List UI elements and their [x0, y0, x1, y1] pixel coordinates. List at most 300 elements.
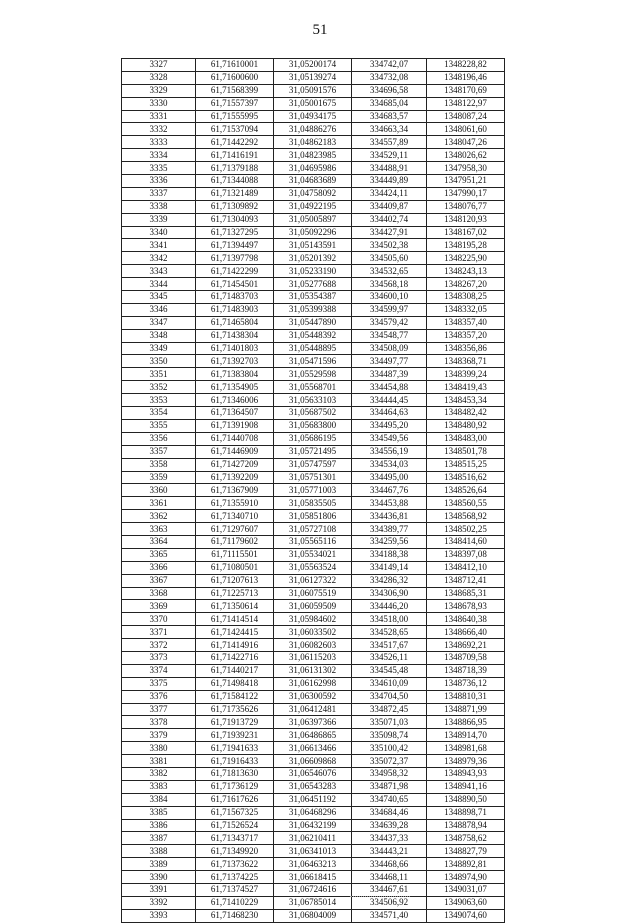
- y-coordinate-cell: 1348866,95: [427, 716, 505, 729]
- x-coordinate-cell: 334549,56: [352, 432, 427, 445]
- x-coordinate-cell: 334487,39: [352, 368, 427, 381]
- longitude-cell: 31,06082603: [274, 639, 352, 652]
- point-number-cell: 3332: [122, 123, 196, 136]
- y-coordinate-cell: 1348170,69: [427, 84, 505, 97]
- latitude-cell: 61,71344088: [196, 175, 274, 188]
- point-number-cell: 3348: [122, 329, 196, 342]
- x-coordinate-cell: 334259,56: [352, 535, 427, 548]
- table-row: [122, 59, 505, 72]
- point-number-cell: 3392: [122, 896, 196, 909]
- y-coordinate-cell: 1349031,07: [427, 884, 505, 897]
- longitude-cell: 31,06300592: [274, 690, 352, 703]
- latitude-cell: 61,71483903: [196, 303, 274, 316]
- x-coordinate-cell: 334497,77: [352, 355, 427, 368]
- point-number-cell: 3380: [122, 742, 196, 755]
- longitude-cell: 31,05471596: [274, 355, 352, 368]
- longitude-cell: 31,06613466: [274, 742, 352, 755]
- table-row: [122, 355, 505, 368]
- footer-dotted-line: [350, 896, 410, 897]
- latitude-cell: 61,71454501: [196, 278, 274, 291]
- y-coordinate-cell: 1348483,00: [427, 432, 505, 445]
- point-number-cell: 3339: [122, 213, 196, 226]
- x-coordinate-cell: 334424,11: [352, 187, 427, 200]
- x-coordinate-cell: 334446,20: [352, 600, 427, 613]
- longitude-cell: 31,05091576: [274, 84, 352, 97]
- table-row: [122, 716, 505, 729]
- latitude-cell: 61,71374527: [196, 884, 274, 897]
- y-coordinate-cell: 1348709,58: [427, 651, 505, 664]
- longitude-cell: 31,06724616: [274, 884, 352, 897]
- x-coordinate-cell: 334557,89: [352, 136, 427, 149]
- point-number-cell: 3368: [122, 587, 196, 600]
- y-coordinate-cell: 1348419,43: [427, 381, 505, 394]
- y-coordinate-cell: 1348526,64: [427, 484, 505, 497]
- latitude-cell: 61,71379188: [196, 162, 274, 175]
- table-row: [122, 484, 505, 497]
- x-coordinate-cell: 334306,90: [352, 587, 427, 600]
- longitude-cell: 31,05686195: [274, 432, 352, 445]
- longitude-cell: 31,05835505: [274, 497, 352, 510]
- longitude-cell: 31,06412481: [274, 703, 352, 716]
- point-number-cell: 3338: [122, 200, 196, 213]
- latitude-cell: 61,71327295: [196, 226, 274, 239]
- longitude-cell: 31,05747597: [274, 458, 352, 471]
- longitude-cell: 31,05633103: [274, 394, 352, 407]
- x-coordinate-cell: 334872,45: [352, 703, 427, 716]
- latitude-cell: 61,71610001: [196, 59, 274, 72]
- x-coordinate-cell: 334502,38: [352, 239, 427, 252]
- point-number-cell: 3340: [122, 226, 196, 239]
- x-coordinate-cell: 334696,58: [352, 84, 427, 97]
- latitude-cell: 61,71438304: [196, 329, 274, 342]
- x-coordinate-cell: 334436,81: [352, 510, 427, 523]
- point-number-cell: 3354: [122, 407, 196, 420]
- latitude-cell: 61,71600600: [196, 71, 274, 84]
- x-coordinate-cell: 335072,37: [352, 755, 427, 768]
- point-number-cell: 3346: [122, 303, 196, 316]
- latitude-cell: 61,71080501: [196, 561, 274, 574]
- latitude-cell: 61,71115501: [196, 548, 274, 561]
- longitude-cell: 31,04862183: [274, 136, 352, 149]
- point-number-cell: 3327: [122, 59, 196, 72]
- longitude-cell: 31,05721495: [274, 445, 352, 458]
- latitude-cell: 61,71414916: [196, 639, 274, 652]
- longitude-cell: 31,06210411: [274, 832, 352, 845]
- longitude-cell: 31,05277688: [274, 278, 352, 291]
- y-coordinate-cell: 1348666,40: [427, 626, 505, 639]
- point-number-cell: 3329: [122, 84, 196, 97]
- y-coordinate-cell: 1348640,38: [427, 613, 505, 626]
- point-number-cell: 3390: [122, 871, 196, 884]
- point-number-cell: 3356: [122, 432, 196, 445]
- x-coordinate-cell: 334506,92: [352, 896, 427, 909]
- x-coordinate-cell: 334568,18: [352, 278, 427, 291]
- y-coordinate-cell: 1348941,16: [427, 780, 505, 793]
- y-coordinate-cell: 1348195,28: [427, 239, 505, 252]
- table-row: [122, 909, 505, 922]
- x-coordinate-cell: 334545,48: [352, 664, 427, 677]
- longitude-cell: 31,04886276: [274, 123, 352, 136]
- latitude-cell: 61,71498418: [196, 677, 274, 690]
- table-row: [122, 510, 505, 523]
- longitude-cell: 31,05354387: [274, 291, 352, 304]
- longitude-cell: 31,05751301: [274, 471, 352, 484]
- table-row: [122, 381, 505, 394]
- y-coordinate-cell: 1348368,71: [427, 355, 505, 368]
- point-number-cell: 3373: [122, 651, 196, 664]
- y-coordinate-cell: 1349063,60: [427, 896, 505, 909]
- point-number-cell: 3341: [122, 239, 196, 252]
- y-coordinate-cell: 1348678,93: [427, 600, 505, 613]
- x-coordinate-cell: 334526,11: [352, 651, 427, 664]
- point-number-cell: 3387: [122, 832, 196, 845]
- y-coordinate-cell: 1348568,92: [427, 510, 505, 523]
- latitude-cell: 61,71941633: [196, 742, 274, 755]
- longitude-cell: 31,05092296: [274, 226, 352, 239]
- point-number-cell: 3350: [122, 355, 196, 368]
- longitude-cell: 31,06075519: [274, 587, 352, 600]
- table-row: [122, 394, 505, 407]
- longitude-cell: 31,05143591: [274, 239, 352, 252]
- latitude-cell: 61,71367909: [196, 484, 274, 497]
- point-number-cell: 3364: [122, 535, 196, 548]
- y-coordinate-cell: 1348243,13: [427, 265, 505, 278]
- longitude-cell: 31,04695986: [274, 162, 352, 175]
- latitude-cell: 61,71364507: [196, 407, 274, 420]
- table-row: [122, 587, 505, 600]
- x-coordinate-cell: 335098,74: [352, 729, 427, 742]
- latitude-cell: 61,71374225: [196, 871, 274, 884]
- longitude-cell: 31,06059509: [274, 600, 352, 613]
- y-coordinate-cell: 1347951,21: [427, 175, 505, 188]
- table-row: [122, 664, 505, 677]
- y-coordinate-cell: 1348692,21: [427, 639, 505, 652]
- y-coordinate-cell: 1348076,77: [427, 200, 505, 213]
- y-coordinate-cell: 1348120,93: [427, 213, 505, 226]
- x-coordinate-cell: 334683,57: [352, 110, 427, 123]
- latitude-cell: 61,71913729: [196, 716, 274, 729]
- longitude-cell: 31,06115203: [274, 651, 352, 664]
- table-row: [122, 651, 505, 664]
- latitude-cell: 61,71440217: [196, 664, 274, 677]
- point-number-cell: 3375: [122, 677, 196, 690]
- x-coordinate-cell: 335071,03: [352, 716, 427, 729]
- x-coordinate-cell: 334532,65: [352, 265, 427, 278]
- x-coordinate-cell: 334599,97: [352, 303, 427, 316]
- x-coordinate-cell: 334684,46: [352, 806, 427, 819]
- point-number-cell: 3362: [122, 510, 196, 523]
- table-row: [122, 213, 505, 226]
- longitude-cell: 31,06785014: [274, 896, 352, 909]
- latitude-cell: 61,71414514: [196, 613, 274, 626]
- point-number-cell: 3333: [122, 136, 196, 149]
- table-row: [122, 252, 505, 265]
- x-coordinate-cell: 334389,77: [352, 523, 427, 536]
- longitude-cell: 31,05448392: [274, 329, 352, 342]
- table-row: [122, 226, 505, 239]
- latitude-cell: 61,71584122: [196, 690, 274, 703]
- point-number-cell: 3330: [122, 97, 196, 110]
- point-number-cell: 3382: [122, 767, 196, 780]
- x-coordinate-cell: 334517,67: [352, 639, 427, 652]
- latitude-cell: 61,71617626: [196, 793, 274, 806]
- latitude-cell: 61,71735626: [196, 703, 274, 716]
- y-coordinate-cell: 1348979,36: [427, 755, 505, 768]
- table-row: [122, 291, 505, 304]
- y-coordinate-cell: 1348453,34: [427, 394, 505, 407]
- table-row: [122, 432, 505, 445]
- latitude-cell: 61,71410229: [196, 896, 274, 909]
- latitude-cell: 61,71568399: [196, 84, 274, 97]
- point-number-cell: 3372: [122, 639, 196, 652]
- latitude-cell: 61,71440708: [196, 432, 274, 445]
- longitude-cell: 31,05851806: [274, 510, 352, 523]
- longitude-cell: 31,04934175: [274, 110, 352, 123]
- x-coordinate-cell: 334685,04: [352, 97, 427, 110]
- x-coordinate-cell: 334556,19: [352, 445, 427, 458]
- table-row: [122, 884, 505, 897]
- y-coordinate-cell: 1348122,97: [427, 97, 505, 110]
- longitude-cell: 31,04758092: [274, 187, 352, 200]
- x-coordinate-cell: 334467,76: [352, 484, 427, 497]
- longitude-cell: 31,05771003: [274, 484, 352, 497]
- longitude-cell: 31,04683689: [274, 175, 352, 188]
- x-coordinate-cell: 334449,89: [352, 175, 427, 188]
- latitude-cell: 61,71321489: [196, 187, 274, 200]
- latitude-cell: 61,71736129: [196, 780, 274, 793]
- longitude-cell: 31,06432199: [274, 819, 352, 832]
- point-number-cell: 3357: [122, 445, 196, 458]
- y-coordinate-cell: 1348892,81: [427, 858, 505, 871]
- y-coordinate-cell: 1348890,50: [427, 793, 505, 806]
- longitude-cell: 31,05447890: [274, 316, 352, 329]
- table-row: [122, 703, 505, 716]
- latitude-cell: 61,71343717: [196, 832, 274, 845]
- page-number: 51: [312, 22, 328, 38]
- y-coordinate-cell: 1348981,68: [427, 742, 505, 755]
- latitude-cell: 61,71225713: [196, 587, 274, 600]
- longitude-cell: 31,06033502: [274, 626, 352, 639]
- latitude-cell: 61,71555995: [196, 110, 274, 123]
- point-number-cell: 3361: [122, 497, 196, 510]
- point-number-cell: 3343: [122, 265, 196, 278]
- y-coordinate-cell: 1348482,42: [427, 407, 505, 420]
- latitude-cell: 61,71392209: [196, 471, 274, 484]
- y-coordinate-cell: 1348167,02: [427, 226, 505, 239]
- latitude-cell: 61,71179602: [196, 535, 274, 548]
- table-row: [122, 729, 505, 742]
- point-number-cell: 3384: [122, 793, 196, 806]
- y-coordinate-cell: 1348685,31: [427, 587, 505, 600]
- coordinates-table-body: [122, 59, 505, 923]
- y-coordinate-cell: 1348718,39: [427, 664, 505, 677]
- point-number-cell: 3374: [122, 664, 196, 677]
- y-coordinate-cell: 1348480,92: [427, 419, 505, 432]
- table-row: [122, 780, 505, 793]
- y-coordinate-cell: 1348501,78: [427, 445, 505, 458]
- y-coordinate-cell: 1348502,25: [427, 523, 505, 536]
- x-coordinate-cell: 334610,09: [352, 677, 427, 690]
- longitude-cell: 31,06131302: [274, 664, 352, 677]
- point-number-cell: 3369: [122, 600, 196, 613]
- longitude-cell: 31,05727108: [274, 523, 352, 536]
- point-number-cell: 3355: [122, 419, 196, 432]
- longitude-cell: 31,06486865: [274, 729, 352, 742]
- y-coordinate-cell: 1348026,62: [427, 149, 505, 162]
- table-row: [122, 239, 505, 252]
- table-row: [122, 368, 505, 381]
- point-number-cell: 3383: [122, 780, 196, 793]
- table-row: [122, 600, 505, 613]
- table-row: [122, 626, 505, 639]
- x-coordinate-cell: 334505,60: [352, 252, 427, 265]
- longitude-cell: 31,06543283: [274, 780, 352, 793]
- latitude-cell: 61,71354905: [196, 381, 274, 394]
- point-number-cell: 3360: [122, 484, 196, 497]
- table-row: [122, 187, 505, 200]
- y-coordinate-cell: 1348712,41: [427, 574, 505, 587]
- latitude-cell: 61,71394497: [196, 239, 274, 252]
- y-coordinate-cell: 1348061,60: [427, 123, 505, 136]
- table-row: [122, 316, 505, 329]
- table-row: [122, 175, 505, 188]
- y-coordinate-cell: 1348560,55: [427, 497, 505, 510]
- longitude-cell: 31,05201392: [274, 252, 352, 265]
- table-row: [122, 767, 505, 780]
- table-row: [122, 471, 505, 484]
- point-number-cell: 3381: [122, 755, 196, 768]
- x-coordinate-cell: 334402,74: [352, 213, 427, 226]
- table-row: [122, 445, 505, 458]
- longitude-cell: 31,04823985: [274, 149, 352, 162]
- point-number-cell: 3349: [122, 342, 196, 355]
- latitude-cell: 61,71383804: [196, 368, 274, 381]
- latitude-cell: 61,71373622: [196, 858, 274, 871]
- table-row: [122, 574, 505, 587]
- longitude-cell: 31,05534021: [274, 548, 352, 561]
- longitude-cell: 31,06618415: [274, 871, 352, 884]
- table-row: [122, 639, 505, 652]
- latitude-cell: 61,71397798: [196, 252, 274, 265]
- point-number-cell: 3352: [122, 381, 196, 394]
- x-coordinate-cell: 334495,20: [352, 419, 427, 432]
- latitude-cell: 61,71427209: [196, 458, 274, 471]
- x-coordinate-cell: 334437,33: [352, 832, 427, 845]
- table-row: [122, 845, 505, 858]
- longitude-cell: 31,06468296: [274, 806, 352, 819]
- table-row: [122, 793, 505, 806]
- x-coordinate-cell: 334663,34: [352, 123, 427, 136]
- longitude-cell: 31,05233190: [274, 265, 352, 278]
- point-number-cell: 3371: [122, 626, 196, 639]
- point-number-cell: 3331: [122, 110, 196, 123]
- x-coordinate-cell: 334453,88: [352, 497, 427, 510]
- point-number-cell: 3391: [122, 884, 196, 897]
- table-row: [122, 97, 505, 110]
- longitude-cell: 31,04922195: [274, 200, 352, 213]
- latitude-cell: 61,71446909: [196, 445, 274, 458]
- latitude-cell: 61,71537094: [196, 123, 274, 136]
- latitude-cell: 61,71916433: [196, 755, 274, 768]
- y-coordinate-cell: 1348047,26: [427, 136, 505, 149]
- latitude-cell: 61,71526524: [196, 819, 274, 832]
- point-number-cell: 3365: [122, 548, 196, 561]
- point-number-cell: 3353: [122, 394, 196, 407]
- longitude-cell: 31,06341013: [274, 845, 352, 858]
- longitude-cell: 31,06463213: [274, 858, 352, 871]
- latitude-cell: 61,71422299: [196, 265, 274, 278]
- longitude-cell: 31,05399388: [274, 303, 352, 316]
- y-coordinate-cell: 1347958,30: [427, 162, 505, 175]
- y-coordinate-cell: 1348943,93: [427, 767, 505, 780]
- point-number-cell: 3389: [122, 858, 196, 871]
- point-number-cell: 3334: [122, 149, 196, 162]
- latitude-cell: 61,71465804: [196, 316, 274, 329]
- longitude-cell: 31,05448895: [274, 342, 352, 355]
- latitude-cell: 61,71468230: [196, 909, 274, 922]
- table-row: [122, 303, 505, 316]
- longitude-cell: 31,05687502: [274, 407, 352, 420]
- longitude-cell: 31,05568701: [274, 381, 352, 394]
- longitude-cell: 31,06804009: [274, 909, 352, 922]
- x-coordinate-cell: 334444,45: [352, 394, 427, 407]
- y-coordinate-cell: 1348087,24: [427, 110, 505, 123]
- table-row: [122, 71, 505, 84]
- longitude-cell: 31,05139274: [274, 71, 352, 84]
- point-number-cell: 3378: [122, 716, 196, 729]
- x-coordinate-cell: 334732,08: [352, 71, 427, 84]
- x-coordinate-cell: 334548,77: [352, 329, 427, 342]
- y-coordinate-cell: 1348515,25: [427, 458, 505, 471]
- table-row: [122, 407, 505, 420]
- point-number-cell: 3342: [122, 252, 196, 265]
- y-coordinate-cell: 1348898,71: [427, 806, 505, 819]
- point-number-cell: 3377: [122, 703, 196, 716]
- x-coordinate-cell: 334871,98: [352, 780, 427, 793]
- table-row: [122, 200, 505, 213]
- x-coordinate-cell: 334742,07: [352, 59, 427, 72]
- point-number-cell: 3388: [122, 845, 196, 858]
- x-coordinate-cell: 334468,11: [352, 871, 427, 884]
- x-coordinate-cell: 334571,40: [352, 909, 427, 922]
- table-row: [122, 858, 505, 871]
- latitude-cell: 61,71392703: [196, 355, 274, 368]
- y-coordinate-cell: 1347990,17: [427, 187, 505, 200]
- table-row: [122, 123, 505, 136]
- longitude-cell: 31,05984602: [274, 613, 352, 626]
- point-number-cell: 3351: [122, 368, 196, 381]
- longitude-cell: 31,06162998: [274, 677, 352, 690]
- x-coordinate-cell: 334518,00: [352, 613, 427, 626]
- latitude-cell: 61,71346006: [196, 394, 274, 407]
- latitude-cell: 61,71567325: [196, 806, 274, 819]
- y-coordinate-cell: 1348308,25: [427, 291, 505, 304]
- point-number-cell: 3367: [122, 574, 196, 587]
- point-number-cell: 3379: [122, 729, 196, 742]
- latitude-cell: 61,71442292: [196, 136, 274, 149]
- table-row: [122, 677, 505, 690]
- y-coordinate-cell: 1348332,05: [427, 303, 505, 316]
- latitude-cell: 61,71297607: [196, 523, 274, 536]
- y-coordinate-cell: 1348228,82: [427, 59, 505, 72]
- point-number-cell: 3337: [122, 187, 196, 200]
- longitude-cell: 31,05563524: [274, 561, 352, 574]
- longitude-cell: 31,05683800: [274, 419, 352, 432]
- longitude-cell: 31,06609868: [274, 755, 352, 768]
- x-coordinate-cell: 334467,61: [352, 884, 427, 897]
- table-row: [122, 84, 505, 97]
- x-coordinate-cell: 335100,42: [352, 742, 427, 755]
